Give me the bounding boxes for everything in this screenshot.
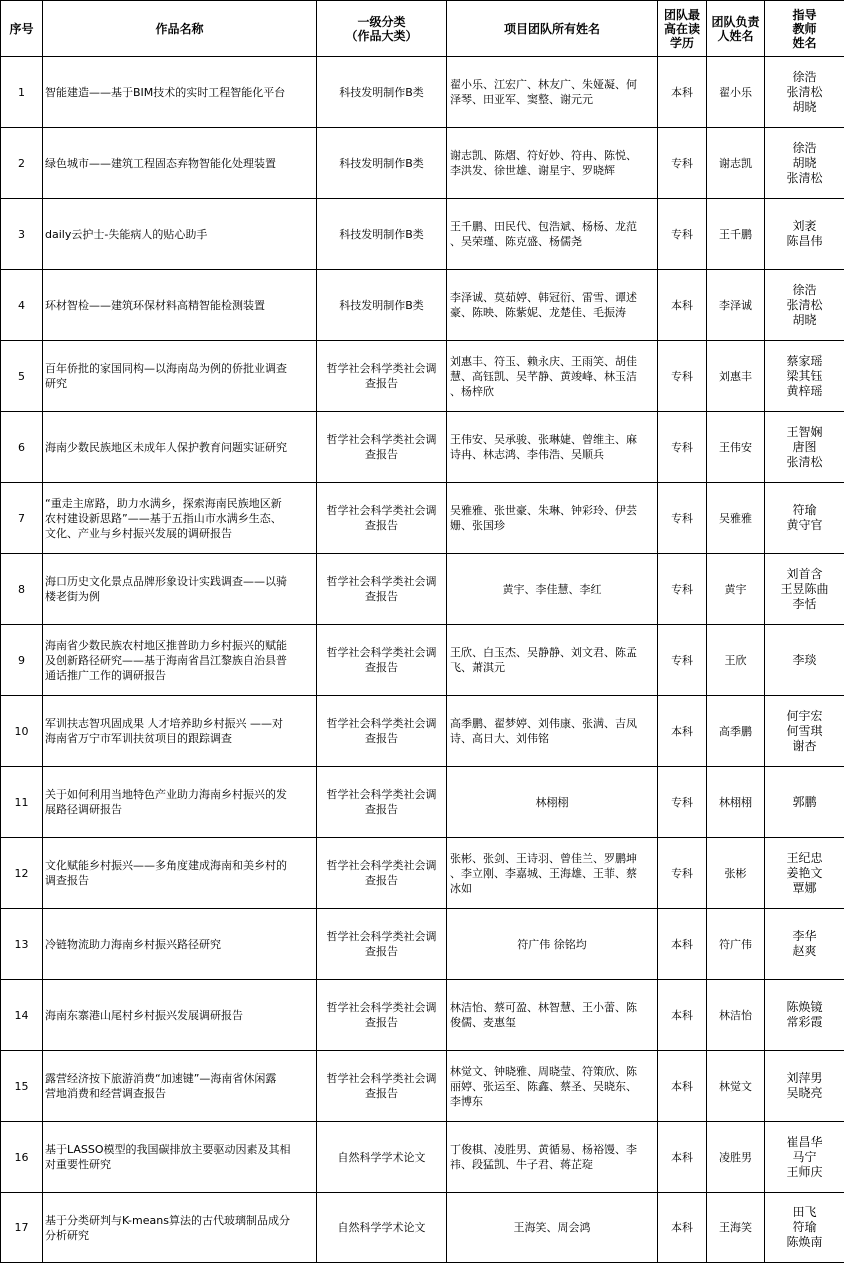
category-line: 哲学社会科学类社会调	[326, 362, 437, 375]
row-index-cell: 14	[1, 980, 43, 1051]
header-name: 作品名称	[43, 1, 317, 57]
advisors-cell	[765, 625, 844, 696]
members-cell	[447, 625, 658, 696]
category-line: 查报告	[365, 732, 398, 745]
education-cell: 专科	[658, 128, 707, 199]
leader-cell: 符广伟	[707, 909, 765, 980]
header-advisors	[765, 1, 844, 57]
table-row	[1, 625, 844, 696]
leader-cell: 林栩栩	[707, 767, 765, 838]
advisor-name: 蔡家瑶	[786, 353, 823, 368]
education-cell: 本科	[658, 909, 707, 980]
project-name-cell	[43, 696, 317, 767]
project-name-cell	[43, 412, 317, 483]
table-row	[1, 483, 844, 554]
leader-cell: 刘惠丰	[707, 341, 765, 412]
project-name-line: 智能建造——基于BIM技术的实时工程智能化平台	[45, 85, 286, 99]
education-cell: 本科	[658, 57, 707, 128]
advisors-cell	[765, 554, 844, 625]
project-name-cell	[43, 341, 317, 412]
category-cell	[317, 412, 447, 483]
advisor-name: 刘袤	[792, 219, 817, 233]
members-line: 、杨梓欣	[450, 384, 494, 398]
advisors-cell	[765, 1122, 844, 1193]
category-line: 哲学社会科学类社会调	[326, 859, 437, 872]
advisor-name: 谢杏	[792, 738, 817, 753]
advisor-name: 李恬	[792, 596, 817, 611]
members-line: 刘惠丰、符玉、赖永庆、王雨笑、胡佳	[450, 354, 637, 368]
category-cell	[317, 57, 447, 128]
members-line: 谢志凯、陈熠、符好妙、符冉、陈悦、	[450, 149, 637, 162]
header-leader-line: 团队负责	[711, 14, 760, 29]
members-line: 俊儒、麦惠玺	[450, 1016, 516, 1029]
members-line: 姗、张国珍	[450, 519, 505, 532]
project-name-cell	[43, 767, 317, 838]
category-cell	[317, 838, 447, 909]
category-line: 查报告	[365, 1016, 398, 1029]
members-line: 丁俊棋、凌胜男、黄循易、杨裕馒、李	[450, 1143, 637, 1156]
members-cell	[447, 270, 658, 341]
advisors-cell	[765, 199, 844, 270]
row-index-cell: 7	[1, 483, 43, 554]
category-line: 查报告	[365, 803, 398, 816]
row-index-cell: 3	[1, 199, 43, 270]
category-line: 哲学社会科学类社会调	[326, 575, 437, 588]
category-line: 查报告	[365, 1087, 398, 1100]
header-category-line: （作品大类）	[345, 28, 418, 43]
members-line: 王千鹏、田民代、包浩斌、杨杨、龙范	[450, 220, 637, 233]
table-row	[1, 57, 844, 128]
leader-cell: 李泽诚	[707, 270, 765, 341]
members-line: 张彬、张剑、王诗羽、曾佳兰、罗鹏坤	[450, 851, 637, 865]
category-line: 自然科学学术论文	[337, 1150, 426, 1164]
leader-cell: 王海笑	[707, 1193, 765, 1263]
members-line: 高季鹏、翟梦婷、刘伟康、张满、吉凤	[450, 717, 637, 730]
education-cell: 专科	[658, 767, 707, 838]
header-education-line: 学历	[669, 35, 694, 50]
leader-cell: 谢志凯	[707, 128, 765, 199]
advisor-name: 梁其钰	[786, 368, 823, 383]
project-name-line: 对重要性研究	[45, 1158, 111, 1171]
project-name-cell	[43, 1122, 317, 1193]
members-line: 、李立刚、李嘉城、王海雄、王菲、蔡	[450, 866, 637, 880]
category-line: 查报告	[365, 590, 398, 603]
advisor-name: 黄梓瑶	[786, 383, 823, 398]
project-name-cell	[43, 128, 317, 199]
category-cell	[317, 980, 447, 1051]
project-name-line: 展路径调研报告	[45, 803, 122, 816]
category-line: 查报告	[365, 945, 398, 958]
members-line: 慧、高钰凯、吴芊静、黄竣峰、林玉洁	[450, 369, 637, 383]
advisor-name: 胡晓	[792, 155, 817, 170]
project-name-cell	[43, 270, 317, 341]
project-name-line: 露营经济按下旅游消费“加速键”—海南省休闲露	[45, 1072, 277, 1085]
row-index-cell: 15	[1, 1051, 43, 1122]
project-name-line: 海南省少数民族农村地区推普助力乡村振兴的赋能	[45, 638, 287, 652]
project-name-cell	[43, 199, 317, 270]
members-line: 林栩栩	[535, 795, 569, 809]
members-cell	[447, 57, 658, 128]
table-row	[1, 412, 844, 483]
advisor-name: 唐图	[792, 439, 817, 454]
project-name-cell	[43, 625, 317, 696]
advisor-name: 李华	[792, 929, 817, 943]
members-cell	[447, 838, 658, 909]
members-cell	[447, 199, 658, 270]
table-row	[1, 341, 844, 412]
row-index-cell: 11	[1, 767, 43, 838]
category-cell	[317, 128, 447, 199]
header-education-line: 高在读	[663, 21, 700, 36]
members-line: 符广伟 徐铭均	[517, 937, 587, 951]
header-advisors-line: 指导	[792, 7, 817, 22]
education-cell: 专科	[658, 625, 707, 696]
education-cell: 专科	[658, 483, 707, 554]
advisor-name: 张清松	[786, 297, 823, 312]
advisor-name: 赵爽	[792, 944, 817, 958]
members-cell	[447, 980, 658, 1051]
advisor-name: 陈焕南	[786, 1235, 823, 1249]
members-cell	[447, 341, 658, 412]
education-cell: 本科	[658, 980, 707, 1051]
table-row	[1, 909, 844, 980]
row-index-cell: 1	[1, 57, 43, 128]
project-name-line: 关于如何利用当地特色产业助力海南乡村振兴的发	[45, 788, 287, 801]
table-row	[1, 696, 844, 767]
category-line: 自然科学学术论文	[337, 1221, 426, 1234]
table-row	[1, 554, 844, 625]
category-cell	[317, 483, 447, 554]
project-name-cell	[43, 554, 317, 625]
table-row	[1, 767, 844, 838]
advisor-name: 何宇宏	[786, 708, 823, 723]
project-name-line: 绿色城市——建筑工程固态弃物智能化处理装置	[45, 156, 276, 170]
row-index-cell: 4	[1, 270, 43, 341]
advisors-cell	[765, 412, 844, 483]
project-name-cell	[43, 483, 317, 554]
project-name-line: 海南省万宁市军训扶贫项目的跟踪调查	[45, 732, 232, 745]
members-line: 飞、萧淇元	[450, 661, 505, 674]
category-cell	[317, 625, 447, 696]
table-row	[1, 199, 844, 270]
category-cell	[317, 1122, 447, 1193]
category-line: 哲学社会科学类社会调	[326, 717, 437, 730]
leader-cell: 张彬	[707, 838, 765, 909]
advisors-cell	[765, 838, 844, 909]
members-line: 诗、高日大、刘伟铭	[450, 732, 549, 745]
category-cell	[317, 1051, 447, 1122]
advisor-name: 符瑜	[792, 503, 817, 517]
education-cell: 专科	[658, 199, 707, 270]
leader-cell: 凌胜男	[707, 1122, 765, 1193]
row-index-cell: 13	[1, 909, 43, 980]
project-name-cell	[43, 980, 317, 1051]
advisors-cell	[765, 1051, 844, 1122]
project-name-line: 楼老街为例	[45, 590, 100, 603]
advisors-cell	[765, 57, 844, 128]
advisors-cell	[765, 270, 844, 341]
project-name-line: daily云护士-失能病人的贴心助手	[45, 227, 208, 241]
education-cell: 专科	[658, 412, 707, 483]
members-line: 豪、陈映、陈紫妮、龙楚佳、毛振涛	[450, 306, 626, 319]
members-line: 李泽诚、莫茹婷、韩冠衍、雷雪、谭述	[450, 291, 637, 304]
advisor-name: 王纪忠	[786, 850, 823, 865]
row-index-cell: 6	[1, 412, 43, 483]
members-line: 丽婷、张运至、陈鑫、蔡圣、吴晓东、	[450, 1079, 637, 1093]
advisor-name: 张清松	[786, 170, 823, 185]
education-cell: 本科	[658, 1122, 707, 1193]
header-leader	[707, 1, 765, 57]
category-line: 哲学社会科学类社会调	[326, 504, 437, 517]
table-body	[1, 57, 844, 1263]
category-line: 查报告	[365, 377, 398, 390]
leader-cell: 王千鹏	[707, 199, 765, 270]
project-name-line: 环材智检——建筑环保材料高精智能检测装置	[45, 298, 265, 312]
project-name-line: 基于分类研判与K-means算法的古代玻璃制品成分	[45, 1213, 290, 1227]
members-cell	[447, 554, 658, 625]
members-line: 王欣、白玉杰、吴静静、刘文君、陈孟	[450, 646, 637, 659]
leader-cell: 林觉文	[707, 1051, 765, 1122]
header-category	[317, 1, 447, 57]
members-cell	[447, 909, 658, 980]
category-line: 科技发明制作B类	[339, 227, 424, 241]
project-name-line: 文化赋能乡村振兴——多角度建成海南和美乡村的	[45, 859, 287, 872]
category-line: 哲学社会科学类社会调	[326, 1001, 437, 1014]
project-name-line: 海口历史文化景点品牌形象设计实践调查——以骑	[45, 575, 287, 588]
advisor-name: 徐浩	[792, 69, 817, 84]
education-cell: 专科	[658, 838, 707, 909]
row-index-cell: 5	[1, 341, 43, 412]
category-line: 科技发明制作B类	[339, 298, 424, 312]
education-cell: 本科	[658, 1051, 707, 1122]
education-cell: 专科	[658, 341, 707, 412]
project-name-line: 研究	[45, 377, 67, 390]
advisor-name: 陈昌伟	[786, 234, 823, 248]
members-cell	[447, 767, 658, 838]
table-row	[1, 270, 844, 341]
advisors-cell	[765, 767, 844, 838]
table-row	[1, 980, 844, 1051]
members-cell	[447, 128, 658, 199]
advisor-name: 王昱陈曲	[780, 581, 829, 596]
category-cell	[317, 1193, 447, 1263]
header-education-line: 团队最	[663, 7, 700, 22]
project-name-cell	[43, 1193, 317, 1263]
project-name-cell	[43, 57, 317, 128]
project-name-line: 农村建设新思路”——基于五指山市水满乡生态、	[45, 511, 282, 525]
advisor-name: 刘萍男	[786, 1071, 823, 1085]
advisor-name: 何雪琪	[786, 723, 823, 738]
members-line: 祎、段猛凯、牛子君、蒋芷琁	[450, 1158, 593, 1171]
category-line: 哲学社会科学类社会调	[326, 788, 437, 801]
project-name-line: “重走主席路，助力水满乡，探索海南民族地区新	[45, 496, 282, 510]
education-cell: 专科	[658, 554, 707, 625]
advisor-name: 崔昌华	[786, 1134, 823, 1149]
advisor-name: 覃娜	[792, 880, 817, 895]
category-line: 哲学社会科学类社会调	[326, 930, 437, 943]
table-row	[1, 1193, 844, 1263]
table-row	[1, 1051, 844, 1122]
category-line: 查报告	[365, 661, 398, 674]
advisor-name: 田飞	[792, 1205, 817, 1219]
advisor-name: 胡晓	[792, 312, 817, 327]
leader-cell: 翟小乐	[707, 57, 765, 128]
members-line: 李博东	[450, 1094, 483, 1108]
advisors-cell	[765, 696, 844, 767]
members-line: 王伟安、吴承骏、张琳婕、曾维主、麻	[450, 433, 637, 446]
members-line: 诗冉、林志鸿、李伟浩、吴顺兵	[450, 448, 604, 461]
members-cell	[447, 483, 658, 554]
advisor-name: 郭鹏	[792, 794, 817, 809]
members-line: 、吴荣瑾、陈克盛、杨儒尧	[450, 235, 582, 248]
category-line: 科技发明制作B类	[339, 85, 424, 99]
row-index-cell: 9	[1, 625, 43, 696]
advisor-name: 徐浩	[792, 282, 817, 297]
advisors-cell	[765, 909, 844, 980]
project-name-line: 海南东寨港山尾村乡村振兴发展调研报告	[45, 1008, 243, 1022]
category-line: 查报告	[365, 874, 398, 887]
advisors-cell	[765, 1193, 844, 1263]
advisor-name: 符瑜	[792, 1220, 817, 1234]
advisors-cell	[765, 128, 844, 199]
project-name-cell	[43, 838, 317, 909]
project-name-line: 海南少数民族地区未成年人保护教育问题实证研究	[45, 440, 287, 454]
header-category-line: 一级分类	[357, 14, 406, 29]
members-line: 黄宇、李佳慧、李红	[502, 582, 602, 596]
category-line: 查报告	[365, 519, 398, 532]
header-leader-line: 人姓名	[717, 28, 754, 43]
header-index: 序号	[1, 1, 43, 57]
project-name-line: 军训扶志智巩固成果 人才培养助乡村振兴 ——对	[45, 717, 283, 730]
members-line: 泽琴、田亚军、窦整、谢元元	[450, 93, 593, 106]
advisor-name: 陈焕镜	[786, 1000, 823, 1014]
advisors-cell	[765, 980, 844, 1051]
members-line: 林洁怡、蔡可盈、林智慧、王小蕾、陈	[450, 1001, 637, 1014]
project-name-line: 营地消费和经营调查报告	[45, 1087, 166, 1100]
table-row	[1, 1122, 844, 1193]
members-line: 冰如	[450, 881, 472, 895]
row-index-cell: 8	[1, 554, 43, 625]
header-row	[1, 1, 844, 57]
category-cell	[317, 270, 447, 341]
category-cell	[317, 909, 447, 980]
project-name-line: 调查报告	[45, 874, 89, 887]
project-name-line: 冷链物流助力海南乡村振兴路径研究	[45, 937, 221, 951]
advisor-name: 常彩霞	[786, 1015, 823, 1029]
leader-cell: 王欣	[707, 625, 765, 696]
members-cell	[447, 412, 658, 483]
advisor-name: 王智娴	[786, 424, 823, 439]
leader-cell: 黄宇	[707, 554, 765, 625]
row-index-cell: 10	[1, 696, 43, 767]
project-name-line: 及创新路径研究——基于海南省昌江黎族自治县普	[45, 653, 287, 667]
category-cell	[317, 767, 447, 838]
category-cell	[317, 696, 447, 767]
row-index-cell: 17	[1, 1193, 43, 1263]
advisor-name: 黄守官	[786, 518, 823, 532]
advisors-cell	[765, 483, 844, 554]
category-line: 哲学社会科学类社会调	[326, 433, 437, 446]
members-line: 李洪发、徐世雄、谢星宇、罗晓辉	[450, 164, 615, 177]
header-education	[658, 1, 707, 57]
members-line: 翟小乐、江宏广、林友广、朱娅凝、何	[450, 78, 637, 91]
members-cell	[447, 1122, 658, 1193]
header-members: 项目团队所有姓名	[447, 1, 658, 57]
leader-cell: 林洁怡	[707, 980, 765, 1051]
leader-cell: 高季鹏	[707, 696, 765, 767]
header-advisors-line: 姓名	[792, 35, 817, 50]
advisor-name: 徐浩	[792, 140, 817, 155]
category-cell	[317, 554, 447, 625]
project-name-line: 通话推广工作的调研报告	[45, 668, 166, 682]
row-index-cell: 12	[1, 838, 43, 909]
category-cell	[317, 199, 447, 270]
members-cell	[447, 696, 658, 767]
members-cell	[447, 1193, 658, 1263]
table-row	[1, 838, 844, 909]
category-line: 科技发明制作B类	[339, 156, 424, 170]
advisor-name: 马宁	[792, 1149, 817, 1164]
project-name-line: 基于LASSO模型的我国碳排放主要驱动因素及其相	[45, 1143, 291, 1156]
table-row	[1, 128, 844, 199]
project-name-cell	[43, 909, 317, 980]
category-line: 哲学社会科学类社会调	[326, 646, 437, 659]
advisor-name: 姜艳文	[786, 865, 823, 880]
education-cell: 本科	[658, 696, 707, 767]
project-name-line: 分析研究	[45, 1228, 89, 1242]
category-line: 哲学社会科学类社会调	[326, 1072, 437, 1085]
project-name-line: 文化、产业与乡村振兴发展的调研报告	[45, 526, 232, 540]
leader-cell: 吴雅雅	[707, 483, 765, 554]
advisor-name: 张清松	[786, 84, 823, 99]
leader-cell: 王伟安	[707, 412, 765, 483]
advisors-cell	[765, 341, 844, 412]
advisor-name: 王师庆	[786, 1164, 823, 1179]
advisor-name: 李琰	[792, 652, 817, 667]
header-advisors-line: 教师	[792, 21, 817, 36]
category-line: 查报告	[365, 448, 398, 461]
members-line: 王海笑、周会鸿	[513, 1221, 591, 1234]
advisor-name: 刘首含	[786, 566, 823, 581]
members-line: 吴雅雅、张世豪、朱琳、钟彩玲、伊芸	[450, 504, 637, 517]
project-name-cell	[43, 1051, 317, 1122]
members-line: 林觉文、钟晓雅、周晓莹、符策欣、陈	[450, 1064, 637, 1078]
category-cell	[317, 341, 447, 412]
education-cell: 本科	[658, 1193, 707, 1263]
education-cell: 本科	[658, 270, 707, 341]
advisor-name: 吴晓亮	[786, 1086, 823, 1100]
row-index-cell: 16	[1, 1122, 43, 1193]
advisor-name: 张清松	[786, 454, 823, 469]
project-name-line: 百年侨批的家国同构—以海南岛为例的侨批业调查	[45, 362, 287, 375]
advisor-name: 胡晓	[792, 99, 817, 114]
row-index-cell: 2	[1, 128, 43, 199]
members-cell	[447, 1051, 658, 1122]
